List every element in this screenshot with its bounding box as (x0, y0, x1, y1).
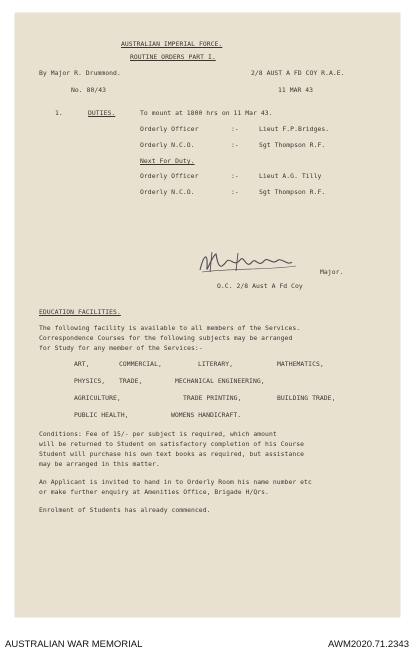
duty-role: Orderly N.C.O. (140, 141, 195, 149)
conditions-text: Student will purchase his own text books as required, but assistance (39, 450, 305, 458)
next-duty-heading: Next For Duty. (140, 157, 195, 165)
education-intro: Correspondence Courses for the following subjects may be arranged (39, 334, 293, 342)
mount-time: To mount at 1800 hrs on 11 Mar 43. (140, 109, 273, 117)
duty-role: Orderly N.C.O. (140, 188, 195, 196)
education-intro: The following facility is available to all members of the Services. (39, 324, 301, 332)
conditions-text: may be arranged in this matter. (39, 460, 160, 468)
footer-right: AWM2020.71.2343 (328, 639, 409, 650)
subject: BUILDING TRADE, (277, 394, 336, 402)
conditions-text: Conditions: Fee of 15/- per subject is required, which amount (39, 430, 277, 438)
applicant-text: An Applicant is invited to hand in to Orderly Room his name number etc (39, 478, 312, 486)
education-intro: for Study for any member of the Services:- (39, 344, 203, 352)
order-number: No. 80/43 (71, 86, 107, 94)
subject: AGRICULTURE, (74, 394, 121, 402)
duty-sep: :- (231, 188, 239, 196)
subject: ART, (74, 360, 90, 368)
orders-title: ROUTINE ORDERS PART I. (130, 53, 216, 61)
duty-role: Orderly Officer (140, 125, 199, 133)
conditions-text: will be returned to Student on satisfactory completion of his Course (39, 440, 305, 448)
duty-name: Sgt Thompson R.F. (259, 141, 326, 149)
duty-name: Lieut A.G. Tilly (259, 172, 322, 180)
subject: MECHANICAL ENGINEERING, (175, 377, 265, 385)
order-date: 11 MAR 43 (278, 86, 314, 94)
education-heading: EDUCATION FACILITIES. (39, 308, 121, 316)
unit-name: 2/8 AUST A FD COY R.A.E. (251, 69, 345, 77)
handwritten-signature (192, 248, 342, 278)
subject: WOMENS HANDICRAFT. (171, 411, 242, 419)
subject: COMMERCIAL, (119, 360, 162, 368)
enrolment-text: Enrolment of Students has already commenced. (39, 506, 211, 514)
subject: PUBLIC HEALTH, (74, 411, 129, 419)
subject: LITERARY, (198, 360, 234, 368)
duty-name: Sgt Thompson R.F. (259, 188, 326, 196)
subject: PHYSICS, (74, 377, 106, 385)
section-number: 1. (55, 109, 63, 117)
applicant-text: or make further enquiry at Amenities Office, Brigade H/Qrs. (39, 488, 269, 496)
duty-sep: :- (231, 141, 239, 149)
signature-suffix: Major. (320, 268, 344, 276)
duties-heading: DUTIES. (88, 109, 116, 117)
duty-sep: :- (231, 172, 239, 180)
duty-name: Lieut F.P.Bridges. (259, 125, 330, 133)
duty-role: Orderly Officer (140, 172, 199, 180)
signature-line: O.C. 2/8 Aust A Fd Coy (217, 282, 303, 290)
subject: TRADE, (119, 377, 143, 385)
force-heading: AUSTRALIAN IMPERIAL FORCE. (121, 40, 223, 48)
document-sheet (15, 13, 400, 617)
subject: TRADE PRINTING, (183, 394, 242, 402)
issued-by: By Major R. Drummond. (39, 69, 121, 77)
duty-sep: :- (231, 125, 239, 133)
subject: MATHEMATICS, (277, 360, 324, 368)
footer-left: AUSTRALIAN WAR MEMORIAL (5, 639, 143, 650)
